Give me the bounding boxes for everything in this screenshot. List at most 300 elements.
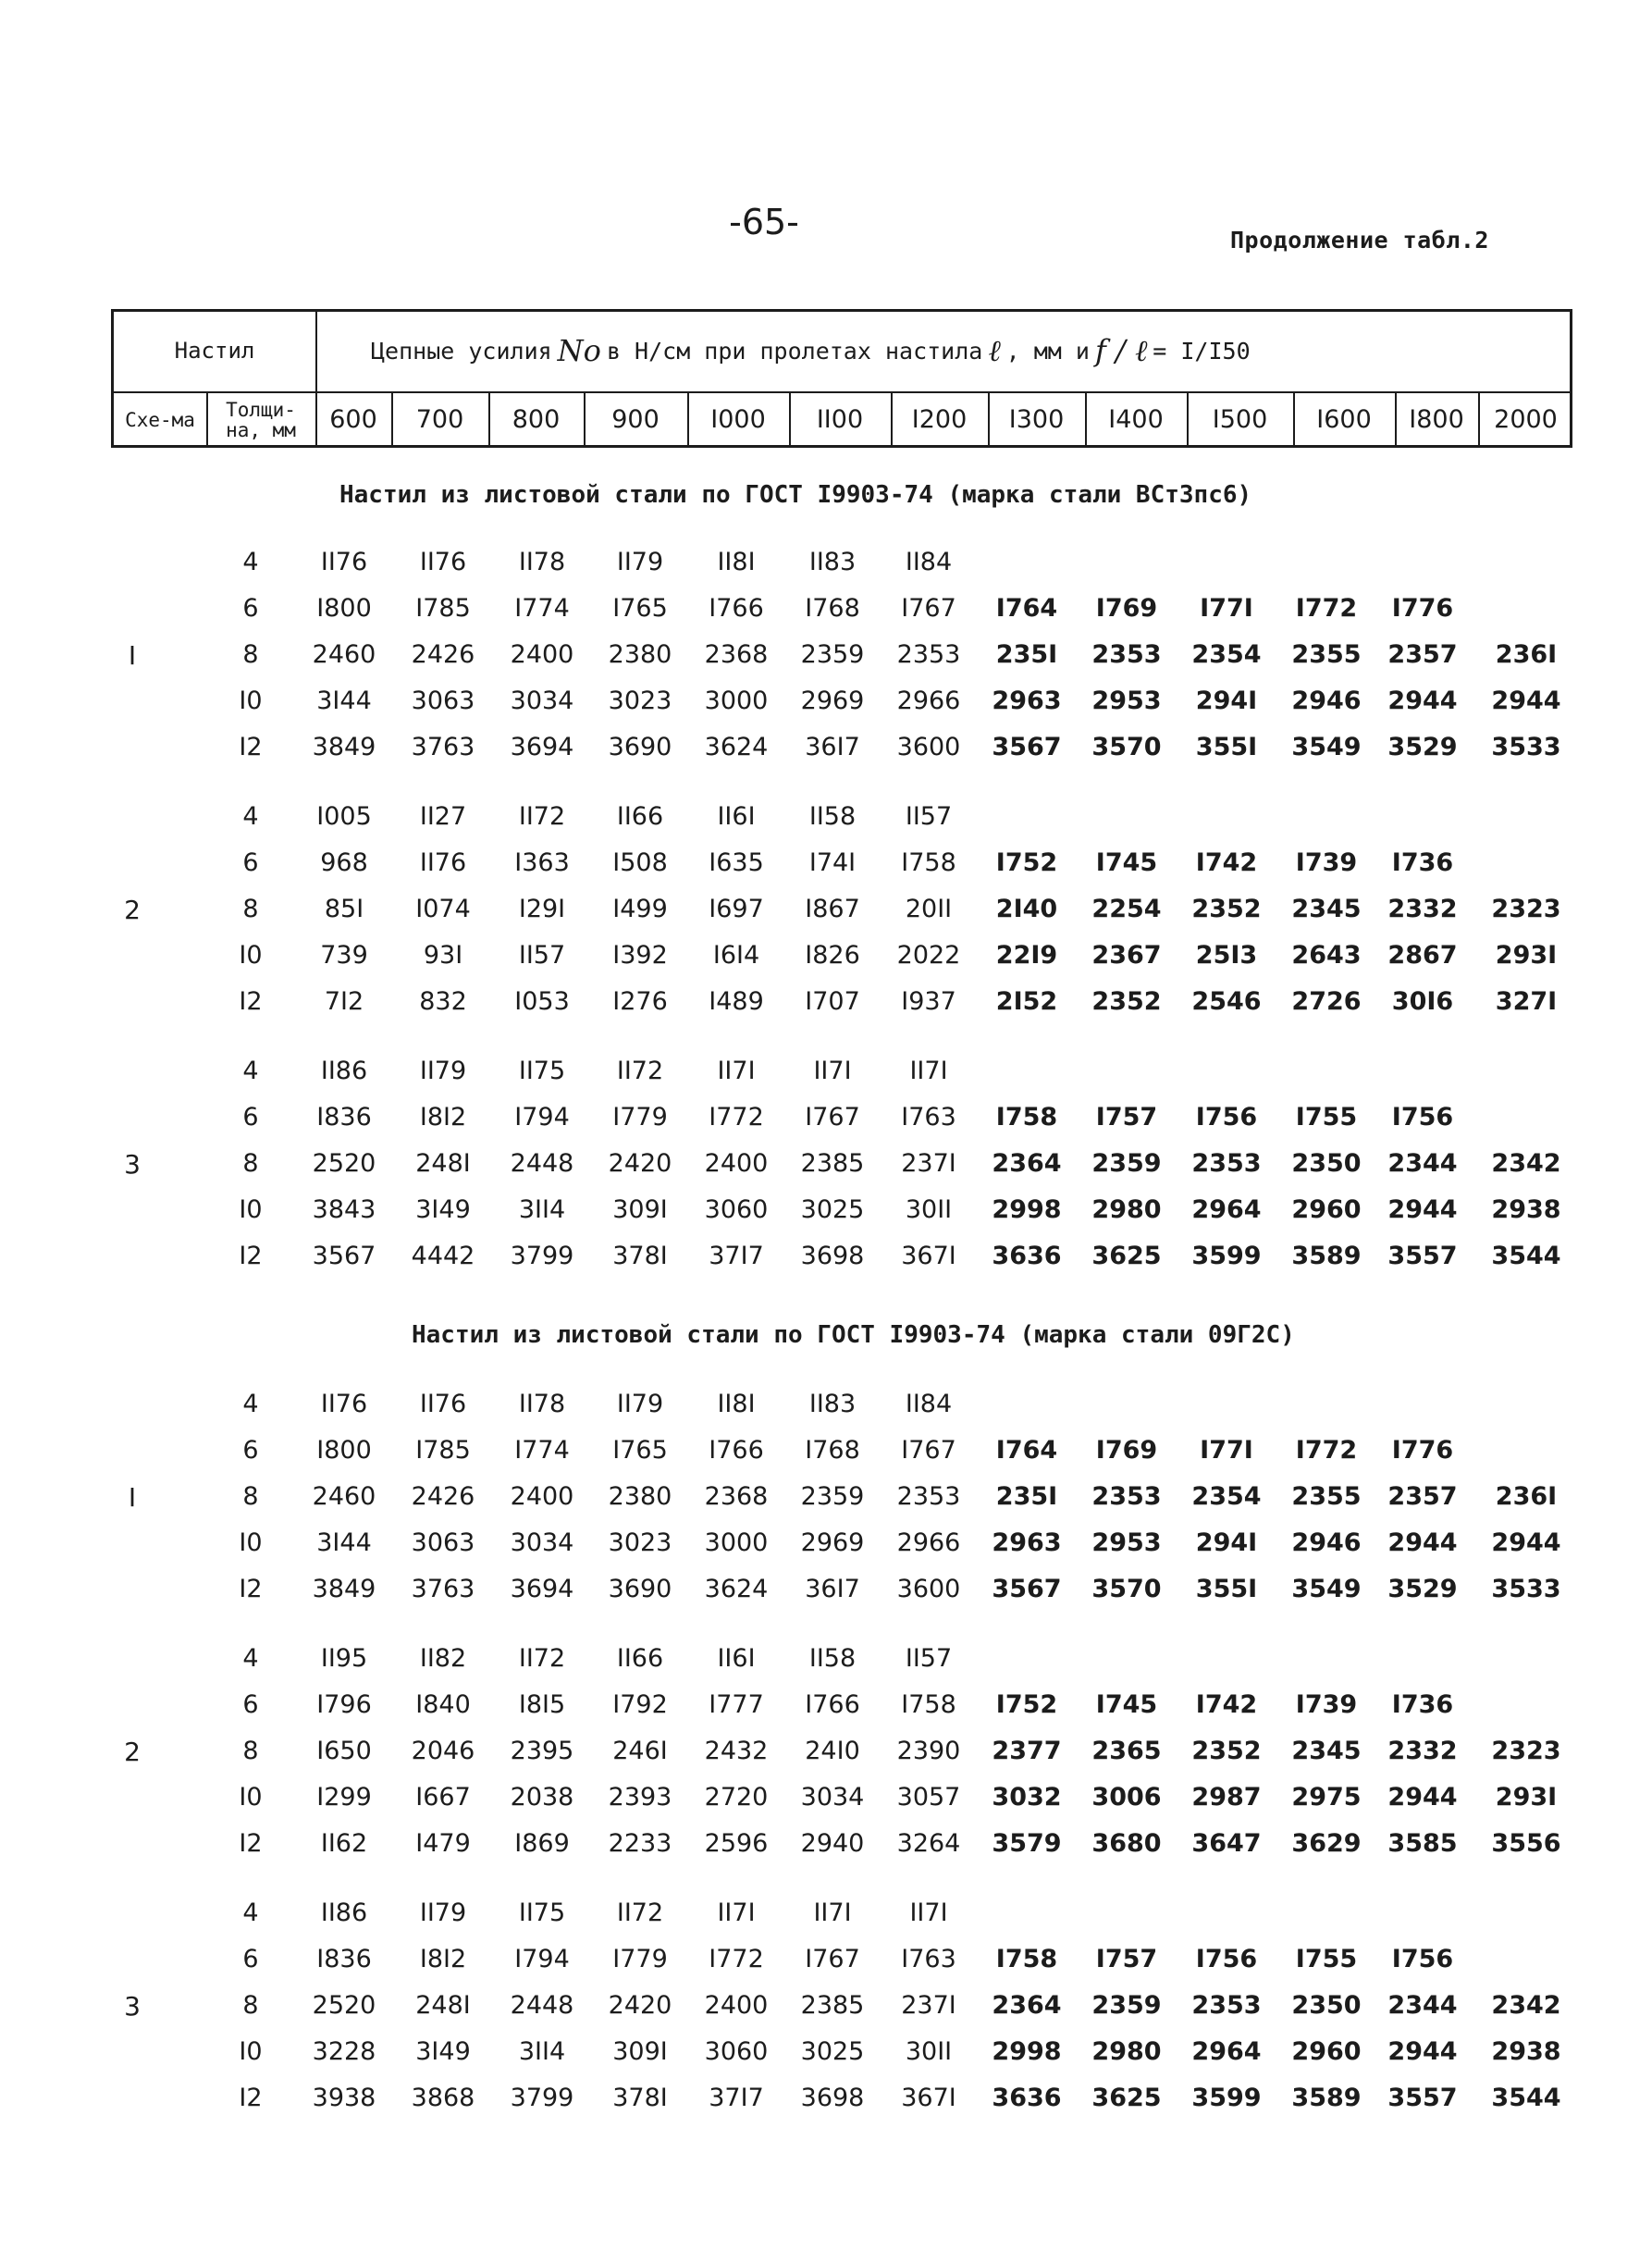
value-cell: II78 bbox=[518, 548, 566, 576]
value-cell: II7I bbox=[909, 1057, 948, 1085]
value-cell: 2350 bbox=[1291, 1991, 1362, 2020]
value-cell: I742 bbox=[1195, 1690, 1258, 1719]
value-cell: I667 bbox=[415, 1783, 471, 1812]
value-cell: I707 bbox=[805, 987, 860, 1016]
value-cell: 2938 bbox=[1491, 1195, 1561, 1224]
value-cell: 3228 bbox=[312, 2037, 376, 2066]
value-cell: 3570 bbox=[1091, 733, 1162, 761]
value-cell: II6I bbox=[717, 1644, 756, 1673]
value-cell: II72 bbox=[616, 1899, 664, 1927]
value-cell: 248I bbox=[415, 1991, 471, 2020]
thickness-cell: 4 bbox=[242, 802, 259, 831]
value-cell: 235I bbox=[995, 1482, 1058, 1511]
value-cell: I074 bbox=[415, 895, 471, 923]
value-cell: 2353 bbox=[1191, 1991, 1262, 2020]
value-cell: 30II bbox=[905, 1195, 953, 1224]
value-cell: 2426 bbox=[411, 640, 475, 669]
value-cell: 3II4 bbox=[518, 1195, 566, 1224]
header-span-3: 900 bbox=[611, 404, 660, 434]
value-cell: I756 bbox=[1195, 1103, 1258, 1132]
value-cell: 3060 bbox=[704, 1195, 769, 1224]
thickness-cell: I2 bbox=[239, 1575, 263, 1603]
value-cell: 3I44 bbox=[316, 1528, 372, 1557]
thickness-cell: I0 bbox=[239, 1783, 263, 1812]
value-cell: 2354 bbox=[1191, 640, 1262, 669]
value-cell: II7I bbox=[813, 1899, 852, 1927]
value-cell: 327I bbox=[1495, 987, 1558, 1016]
value-cell: 2359 bbox=[1091, 1991, 1162, 2020]
value-cell: I769 bbox=[1095, 594, 1158, 623]
value-cell: 3694 bbox=[510, 733, 574, 761]
header-span-8: I400 bbox=[1108, 404, 1164, 434]
value-cell: 2420 bbox=[608, 1149, 672, 1178]
value-cell: I77I bbox=[1200, 594, 1253, 623]
value-cell: 93I bbox=[423, 941, 463, 970]
value-cell: I792 bbox=[612, 1690, 668, 1719]
header-thickness: Толщи-на, мм bbox=[226, 398, 296, 441]
value-cell: 3624 bbox=[704, 1575, 769, 1603]
header-span-7: I300 bbox=[1008, 404, 1065, 434]
value-cell: 30I6 bbox=[1391, 987, 1454, 1016]
value-cell: I768 bbox=[805, 594, 860, 623]
value-cell: I794 bbox=[514, 1103, 570, 1132]
value-cell: 2726 bbox=[1291, 987, 1362, 1016]
value-cell: I794 bbox=[514, 1945, 570, 1973]
value-cell: 3264 bbox=[896, 1829, 961, 1858]
thickness-cell: I0 bbox=[239, 1195, 263, 1224]
value-cell: 2520 bbox=[312, 1991, 376, 2020]
header-span-1: 700 bbox=[415, 404, 464, 434]
value-cell: I756 bbox=[1391, 1103, 1454, 1132]
continuation-label: Продолжение табл.2 bbox=[1230, 227, 1489, 254]
header-span-12: 2000 bbox=[1494, 404, 1558, 434]
value-cell: 2969 bbox=[800, 686, 865, 715]
value-cell: I779 bbox=[612, 1945, 668, 1973]
value-cell: 3799 bbox=[510, 1242, 574, 1270]
value-cell: 2944 bbox=[1491, 686, 1561, 715]
value-cell: I867 bbox=[805, 895, 860, 923]
value-cell: 30II bbox=[905, 2037, 953, 2066]
value-cell: 309I bbox=[612, 2037, 668, 2066]
value-cell: I392 bbox=[612, 941, 668, 970]
value-cell: 739 bbox=[320, 941, 368, 970]
value-cell: 2964 bbox=[1191, 2037, 1262, 2066]
value-cell: I755 bbox=[1295, 1945, 1358, 1973]
value-cell: 3570 bbox=[1091, 1575, 1162, 1603]
value-cell: 2046 bbox=[411, 1737, 475, 1765]
value-cell: 248I bbox=[415, 1149, 471, 1178]
value-cell: 3567 bbox=[992, 733, 1062, 761]
value-cell: II86 bbox=[320, 1899, 368, 1927]
header-span-11: I800 bbox=[1409, 404, 1464, 434]
value-cell: 367I bbox=[901, 2084, 956, 2112]
value-cell: II57 bbox=[905, 802, 953, 831]
value-cell: 2364 bbox=[992, 1991, 1062, 2020]
value-cell: I739 bbox=[1295, 848, 1358, 877]
thickness-cell: 6 bbox=[242, 594, 259, 623]
thickness-cell: 6 bbox=[242, 1103, 259, 1132]
value-cell: 3625 bbox=[1091, 2084, 1162, 2112]
thickness-cell: 4 bbox=[242, 1899, 259, 1927]
value-cell: 2344 bbox=[1387, 1991, 1458, 2020]
value-cell: I489 bbox=[709, 987, 764, 1016]
thickness-cell: 8 bbox=[242, 895, 259, 923]
value-cell: 3629 bbox=[1291, 1829, 1362, 1858]
value-cell: I767 bbox=[805, 1945, 860, 1973]
value-cell: II58 bbox=[808, 802, 857, 831]
value-cell: 2963 bbox=[992, 1528, 1062, 1557]
value-cell: 2426 bbox=[411, 1482, 475, 1511]
value-cell: I772 bbox=[709, 1103, 764, 1132]
thickness-cell: 6 bbox=[242, 1436, 259, 1465]
value-cell: I774 bbox=[514, 1436, 570, 1465]
scheme-label: I bbox=[128, 1482, 137, 1513]
value-cell: 968 bbox=[320, 848, 368, 877]
thickness-cell: 6 bbox=[242, 848, 259, 877]
value-cell: 3690 bbox=[608, 1575, 672, 1603]
value-cell: 237I bbox=[901, 1991, 956, 2020]
value-cell: II66 bbox=[616, 802, 664, 831]
value-cell: II76 bbox=[419, 848, 467, 877]
thickness-cell: 4 bbox=[242, 1644, 259, 1673]
value-cell: 2393 bbox=[608, 1783, 672, 1812]
header-span-title: Цепные усилия Nо в Н/см при пролетах настила ℓ , мм и f / ℓ = I/I50 bbox=[371, 333, 1251, 369]
value-cell: 2332 bbox=[1387, 1737, 1458, 1765]
value-cell: 293I bbox=[1495, 941, 1558, 970]
value-cell: 2400 bbox=[510, 640, 574, 669]
value-cell: II86 bbox=[320, 1057, 368, 1085]
value-cell: 3868 bbox=[411, 2084, 475, 2112]
value-cell: II7I bbox=[717, 1899, 756, 1927]
value-cell: 2385 bbox=[800, 1991, 865, 2020]
value-cell: I758 bbox=[901, 1690, 956, 1719]
value-cell: 2342 bbox=[1491, 1991, 1561, 2020]
value-cell: 236I bbox=[1495, 640, 1558, 669]
value-cell: 2332 bbox=[1387, 895, 1458, 923]
value-cell: I752 bbox=[995, 1690, 1058, 1719]
value-cell: 2987 bbox=[1191, 1783, 1262, 1812]
value-cell: I800 bbox=[316, 594, 372, 623]
value-cell: 3938 bbox=[312, 2084, 376, 2112]
value-cell: 2385 bbox=[800, 1149, 865, 1178]
value-cell: 3698 bbox=[800, 1242, 865, 1270]
value-cell: 3585 bbox=[1387, 1829, 1458, 1858]
value-cell: 2354 bbox=[1191, 1482, 1262, 1511]
value-cell: 2357 bbox=[1387, 640, 1458, 669]
value-cell: 3025 bbox=[800, 1195, 865, 1224]
value-cell: 2980 bbox=[1091, 2037, 1162, 2066]
value-cell: 2233 bbox=[608, 1829, 672, 1858]
header-span-2: 800 bbox=[512, 404, 561, 434]
value-cell: I6I4 bbox=[712, 941, 760, 970]
value-cell: I508 bbox=[612, 848, 668, 877]
value-cell: 293I bbox=[1495, 1783, 1558, 1812]
value-cell: I758 bbox=[901, 848, 956, 877]
value-cell: 2022 bbox=[896, 941, 961, 970]
value-cell: 2944 bbox=[1387, 1783, 1458, 1812]
value-cell: I635 bbox=[709, 848, 764, 877]
value-cell: I765 bbox=[612, 594, 668, 623]
value-cell: I767 bbox=[901, 1436, 956, 1465]
value-cell: II79 bbox=[616, 1390, 664, 1418]
value-cell: 3763 bbox=[411, 1575, 475, 1603]
value-cell: I766 bbox=[709, 594, 764, 623]
value-cell: 2038 bbox=[510, 1783, 574, 1812]
value-cell: I766 bbox=[805, 1690, 860, 1719]
value-cell: I499 bbox=[612, 895, 668, 923]
value-cell: 3589 bbox=[1291, 1242, 1362, 1270]
value-cell: II79 bbox=[419, 1057, 467, 1085]
value-cell: I742 bbox=[1195, 848, 1258, 877]
value-cell: II75 bbox=[518, 1899, 566, 1927]
value-cell: 2520 bbox=[312, 1149, 376, 1178]
value-cell: I736 bbox=[1391, 848, 1454, 877]
value-cell: I776 bbox=[1391, 594, 1454, 623]
value-cell: 3034 bbox=[510, 686, 574, 715]
value-cell: I650 bbox=[316, 1737, 372, 1765]
value-cell: II7I bbox=[909, 1899, 948, 1927]
value-cell: 3II4 bbox=[518, 2037, 566, 2066]
value-cell: 2420 bbox=[608, 1991, 672, 2020]
thickness-cell: 6 bbox=[242, 1690, 259, 1719]
value-cell: 3025 bbox=[800, 2037, 865, 2066]
value-cell: 2546 bbox=[1191, 987, 1262, 1016]
section-title: Настил из листовой стали по ГОСТ I9903-74 (марка стали 09Г2С) bbox=[412, 1321, 1295, 1349]
value-cell: I796 bbox=[316, 1690, 372, 1719]
value-cell: 3694 bbox=[510, 1575, 574, 1603]
value-cell: 3600 bbox=[896, 733, 961, 761]
value-cell: I745 bbox=[1095, 1690, 1158, 1719]
value-cell: 2380 bbox=[608, 1482, 672, 1511]
value-cell: I763 bbox=[901, 1103, 956, 1132]
value-cell: 2390 bbox=[896, 1737, 961, 1765]
value-cell: I77I bbox=[1200, 1436, 1253, 1465]
value-cell: I769 bbox=[1095, 1436, 1158, 1465]
value-cell: 2353 bbox=[1091, 1482, 1162, 1511]
value-cell: II84 bbox=[905, 1390, 953, 1418]
value-cell: 294I bbox=[1195, 686, 1258, 715]
value-cell: II8I bbox=[717, 1390, 756, 1418]
value-cell: I752 bbox=[995, 848, 1058, 877]
value-cell: II72 bbox=[518, 802, 566, 831]
value-cell: 36I7 bbox=[805, 1575, 860, 1603]
thickness-cell: 8 bbox=[242, 640, 259, 669]
value-cell: I479 bbox=[415, 1829, 471, 1858]
value-cell: 3600 bbox=[896, 1575, 961, 1603]
value-cell: I785 bbox=[415, 594, 471, 623]
value-cell: II72 bbox=[518, 1644, 566, 1673]
value-cell: 2596 bbox=[704, 1829, 769, 1858]
value-cell: II6I bbox=[717, 802, 756, 831]
value-cell: 3549 bbox=[1291, 733, 1362, 761]
value-cell: 24I0 bbox=[805, 1737, 860, 1765]
value-cell: 3I49 bbox=[415, 1195, 471, 1224]
value-cell: 2I40 bbox=[995, 895, 1058, 923]
value-cell: I276 bbox=[612, 987, 668, 1016]
value-cell: 2352 bbox=[1191, 895, 1262, 923]
value-cell: 378I bbox=[612, 1242, 668, 1270]
value-cell: 2944 bbox=[1387, 1528, 1458, 1557]
value-cell: 3557 bbox=[1387, 2084, 1458, 2112]
thickness-cell: I2 bbox=[239, 1242, 263, 1270]
value-cell: 3549 bbox=[1291, 1575, 1362, 1603]
value-cell: I697 bbox=[709, 895, 764, 923]
thickness-cell: 4 bbox=[242, 548, 259, 576]
value-cell: II76 bbox=[320, 1390, 368, 1418]
value-cell: I764 bbox=[995, 594, 1058, 623]
value-cell: 2400 bbox=[704, 1991, 769, 2020]
value-cell: 3063 bbox=[411, 686, 475, 715]
value-cell: 2944 bbox=[1387, 2037, 1458, 2066]
value-cell: I758 bbox=[995, 1945, 1058, 1973]
scheme-label: 2 bbox=[124, 1737, 141, 1767]
value-cell: I8I2 bbox=[419, 1945, 467, 1973]
value-cell: 2353 bbox=[1191, 1149, 1262, 1178]
value-cell: I767 bbox=[805, 1103, 860, 1132]
header-span-0: 600 bbox=[329, 404, 377, 434]
value-cell: 2964 bbox=[1191, 1195, 1262, 1224]
thickness-cell: 8 bbox=[242, 1482, 259, 1511]
value-cell: I869 bbox=[514, 1829, 570, 1858]
value-cell: 2975 bbox=[1291, 1783, 1362, 1812]
value-cell: 3I49 bbox=[415, 2037, 471, 2066]
value-cell: 3589 bbox=[1291, 2084, 1362, 2112]
value-cell: 3567 bbox=[992, 1575, 1062, 1603]
value-cell: 2944 bbox=[1491, 1528, 1561, 1557]
thickness-cell: 8 bbox=[242, 1737, 259, 1765]
value-cell: II66 bbox=[616, 1644, 664, 1673]
value-cell: 2377 bbox=[992, 1737, 1062, 1765]
header-nastil: Настил bbox=[174, 338, 255, 365]
value-cell: 2998 bbox=[992, 2037, 1062, 2066]
value-cell: I800 bbox=[316, 1436, 372, 1465]
thickness-cell: I2 bbox=[239, 1829, 263, 1858]
value-cell: 4442 bbox=[411, 1242, 475, 1270]
value-cell: I779 bbox=[612, 1103, 668, 1132]
value-cell: 2944 bbox=[1387, 686, 1458, 715]
value-cell: 2I52 bbox=[995, 987, 1058, 1016]
value-cell: 3557 bbox=[1387, 1242, 1458, 1270]
value-cell: I8I5 bbox=[518, 1690, 566, 1719]
value-cell: 3034 bbox=[510, 1528, 574, 1557]
value-cell: I777 bbox=[709, 1690, 764, 1719]
value-cell: 2359 bbox=[800, 1482, 865, 1511]
thickness-cell: I0 bbox=[239, 2037, 263, 2066]
value-cell: 3690 bbox=[608, 733, 672, 761]
value-cell: I767 bbox=[901, 594, 956, 623]
value-cell: 3849 bbox=[312, 1575, 376, 1603]
value-cell: I757 bbox=[1095, 1945, 1158, 1973]
value-cell: 20II bbox=[905, 895, 953, 923]
value-cell: 367I bbox=[901, 1242, 956, 1270]
thickness-cell: 4 bbox=[242, 1057, 259, 1085]
value-cell: 2359 bbox=[1091, 1149, 1162, 1178]
value-cell: 2353 bbox=[896, 640, 961, 669]
value-cell: II95 bbox=[320, 1644, 368, 1673]
value-cell: 2350 bbox=[1291, 1149, 1362, 1178]
value-cell: 246I bbox=[612, 1737, 668, 1765]
value-cell: I836 bbox=[316, 1945, 372, 1973]
thickness-cell: 8 bbox=[242, 1991, 259, 2020]
value-cell: 2400 bbox=[510, 1482, 574, 1511]
value-cell: 3599 bbox=[1191, 2084, 1262, 2112]
value-cell: 2400 bbox=[704, 1149, 769, 1178]
value-cell: 2353 bbox=[896, 1482, 961, 1511]
value-cell: I739 bbox=[1295, 1690, 1358, 1719]
header-span-5: II00 bbox=[816, 404, 864, 434]
value-cell: II7I bbox=[813, 1057, 852, 1085]
value-cell: I758 bbox=[995, 1103, 1058, 1132]
value-cell: I005 bbox=[316, 802, 372, 831]
table-header bbox=[111, 309, 1572, 448]
value-cell: 2380 bbox=[608, 640, 672, 669]
value-cell: I756 bbox=[1195, 1945, 1258, 1973]
value-cell: 7I2 bbox=[324, 987, 364, 1016]
value-cell: 2940 bbox=[800, 1829, 865, 1858]
thickness-cell: 8 bbox=[242, 1149, 259, 1178]
value-cell: II76 bbox=[320, 548, 368, 576]
value-cell: 3843 bbox=[312, 1195, 376, 1224]
value-cell: I756 bbox=[1391, 1945, 1454, 1973]
value-cell: I299 bbox=[316, 1783, 372, 1812]
value-cell: II58 bbox=[808, 1644, 857, 1673]
value-cell: 2944 bbox=[1387, 1195, 1458, 1224]
value-cell: I74I bbox=[808, 848, 857, 877]
value-cell: 3579 bbox=[992, 1829, 1062, 1858]
thickness-cell: I0 bbox=[239, 941, 263, 970]
value-cell: II76 bbox=[419, 1390, 467, 1418]
value-cell: II79 bbox=[419, 1899, 467, 1927]
value-cell: I053 bbox=[514, 987, 570, 1016]
value-cell: I772 bbox=[709, 1945, 764, 1973]
value-cell: 3I44 bbox=[316, 686, 372, 715]
value-cell: 2364 bbox=[992, 1149, 1062, 1178]
value-cell: 3000 bbox=[704, 1528, 769, 1557]
value-cell: I774 bbox=[514, 594, 570, 623]
value-cell: 2953 bbox=[1091, 1528, 1162, 1557]
value-cell: 3636 bbox=[992, 2084, 1062, 2112]
value-cell: 2352 bbox=[1191, 1737, 1262, 1765]
value-cell: I772 bbox=[1295, 594, 1358, 623]
value-cell: 2345 bbox=[1291, 895, 1362, 923]
value-cell: I8I2 bbox=[419, 1103, 467, 1132]
value-cell: II79 bbox=[616, 548, 664, 576]
value-cell: 355I bbox=[1195, 1575, 1258, 1603]
value-cell: I768 bbox=[805, 1436, 860, 1465]
value-cell: 3567 bbox=[312, 1242, 376, 1270]
value-cell: 2368 bbox=[704, 640, 769, 669]
value-cell: 2342 bbox=[1491, 1149, 1561, 1178]
value-cell: I840 bbox=[415, 1690, 471, 1719]
value-cell: I776 bbox=[1391, 1436, 1454, 1465]
value-cell: II72 bbox=[616, 1057, 664, 1085]
scheme-label: I bbox=[128, 640, 137, 671]
value-cell: 3023 bbox=[608, 686, 672, 715]
value-cell: 2367 bbox=[1091, 941, 1162, 970]
value-cell: 2323 bbox=[1491, 1737, 1561, 1765]
value-cell: 2946 bbox=[1291, 1528, 1362, 1557]
value-cell: I363 bbox=[514, 848, 570, 877]
scheme-label: 3 bbox=[124, 1149, 141, 1180]
value-cell: 2953 bbox=[1091, 686, 1162, 715]
value-cell: 3625 bbox=[1091, 1242, 1162, 1270]
value-cell: 3533 bbox=[1491, 733, 1561, 761]
value-cell: 3556 bbox=[1491, 1829, 1561, 1858]
value-cell: I836 bbox=[316, 1103, 372, 1132]
value-cell: 237I bbox=[901, 1149, 956, 1178]
value-cell: 3006 bbox=[1091, 1783, 1162, 1812]
value-cell: 2963 bbox=[992, 686, 1062, 715]
